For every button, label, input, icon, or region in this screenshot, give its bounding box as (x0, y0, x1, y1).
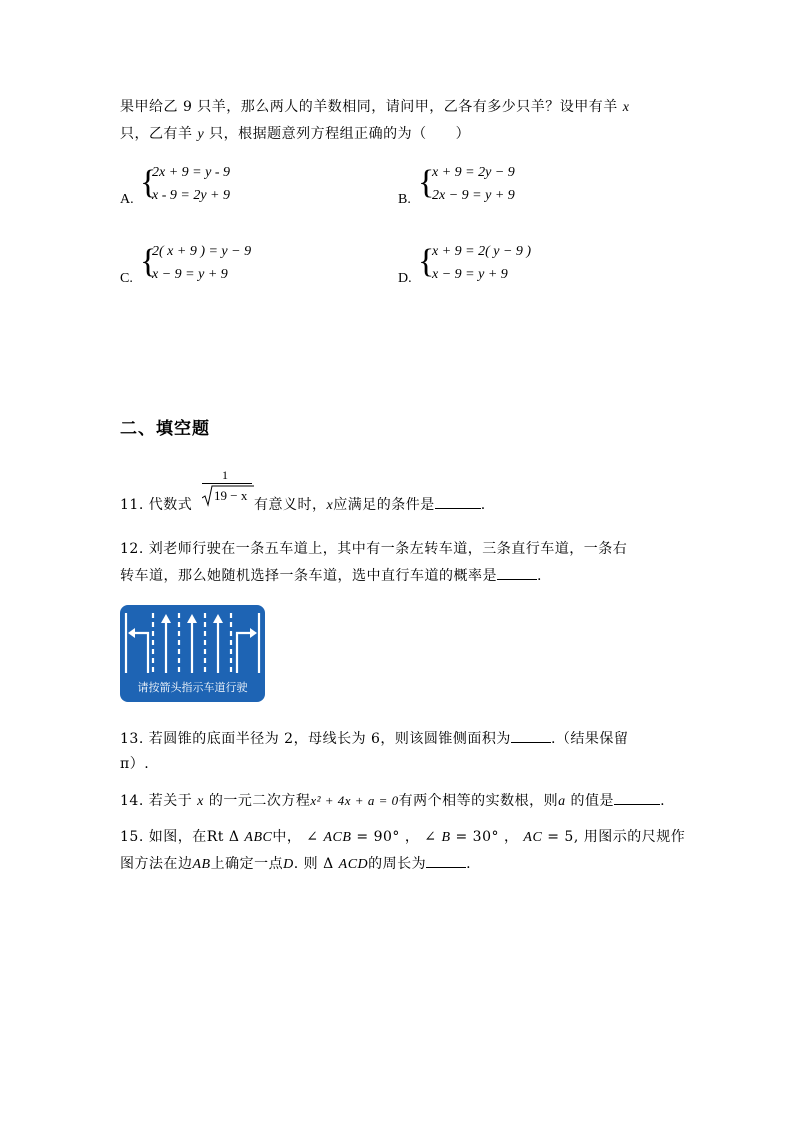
lane-sign-image (120, 605, 265, 702)
q13-line2: π）. (120, 756, 150, 772)
q14-text: 的值是 (565, 793, 615, 809)
option-d-label: D. (398, 271, 412, 286)
q15-text: = 90° ， ∠ (351, 829, 442, 845)
var-x: x (197, 794, 204, 809)
q10-line2 (120, 123, 470, 143)
q13-line1 (120, 728, 628, 748)
answer-blank[interactable] (511, 728, 551, 743)
frac-numerator: 1 (222, 468, 228, 482)
sign-caption: 请按箭头指示车道行驶 (137, 681, 248, 694)
q11-end: . (480, 497, 486, 513)
q15-line1 (120, 826, 685, 846)
q15-triangle: ABC (244, 830, 273, 845)
option-c-eq2: x − 9 = y + 9 (152, 267, 228, 282)
q15-end: . (466, 856, 472, 872)
q15-angle: ACB (323, 830, 352, 845)
q15-text: = 5 (542, 829, 574, 845)
answer-blank[interactable] (426, 853, 466, 868)
q12-line2 (120, 565, 542, 585)
option-c-label: C. (120, 271, 133, 286)
answer-blank[interactable] (435, 494, 481, 509)
brace-c: { (140, 243, 157, 280)
brace-b: { (418, 164, 435, 201)
option-a-eq2: x - 9 = 2y + 9 (152, 188, 230, 203)
var-a: a (558, 794, 566, 809)
q15-point: D (283, 857, 294, 872)
var-y: y (197, 127, 205, 142)
q15-segment: AC (523, 830, 543, 845)
q13-text: .（结果保留 (550, 731, 629, 747)
q14-text: 14. 若关于 (120, 793, 198, 809)
q14-equation: x² + 4x + a = 0 (310, 793, 399, 808)
q15-segment: AB (192, 857, 211, 872)
option-a-eq1: 2x + 9 = y - 9 (152, 165, 230, 180)
q11-text: 应满足的条件是 (333, 497, 435, 513)
q11-prefix: 11. 代数式 (120, 497, 193, 513)
q15-text: = 30° ， (450, 829, 524, 845)
q15-text: , 用图示的尺规作 (573, 829, 686, 845)
q12-text: 转车道，那么她随机选择一条车道，选中直行车道的概率是 (120, 568, 497, 584)
frac-denominator: 19 − x (214, 488, 248, 503)
var-x: x (622, 100, 630, 115)
q14-line (120, 790, 665, 810)
brace-d: { (418, 243, 435, 280)
answer-blank[interactable] (614, 790, 660, 805)
q10-text: 只，根据题意列方程组正确的为（ ） (204, 126, 471, 142)
q10-text: 果甲给乙 9 只羊，那么两人的羊数相同，请问甲，乙各有多少只羊？设甲有羊 (120, 99, 623, 115)
q11-text: 有意义时， (254, 497, 327, 513)
q15-text: 中， ∠ (272, 829, 324, 845)
q13-text: 13. 若圆锥的底面半径为 2，母线长为 6，则该圆锥侧面积为 (120, 731, 511, 747)
option-b-eq1: x + 9 = 2y − 9 (432, 165, 515, 180)
q15-triangle: ACD (338, 857, 369, 872)
q15-line2 (120, 853, 471, 873)
option-d-eq2: x − 9 = y + 9 (432, 267, 508, 282)
q10-text: 只，乙有羊 (120, 126, 198, 142)
q15-text: . 则 Δ (293, 856, 339, 872)
q10-line1 (120, 96, 629, 116)
q15-text: 图方法在边 (120, 856, 193, 872)
q14-text: 的一元二次方程 (203, 793, 311, 809)
q11-rest (254, 494, 486, 514)
answer-blank[interactable] (497, 565, 537, 580)
option-b-eq2: 2x − 9 = y + 9 (432, 188, 515, 203)
frac-bar (202, 483, 252, 484)
option-a-label: A. (120, 192, 134, 207)
section-heading: 二、填空题 (120, 419, 210, 439)
q15-angle: B (441, 830, 451, 845)
option-d-eq1: x + 9 = 2( y − 9 ) (432, 244, 532, 259)
q15-text: 的周长为 (368, 856, 427, 872)
q11-radical-fraction (202, 468, 254, 508)
brace-a: { (140, 164, 157, 201)
lane-arrows-icon (120, 605, 265, 677)
option-b-label: B. (398, 192, 411, 207)
var-x: x (326, 498, 334, 513)
q15-text: 上确定一点 (210, 856, 284, 872)
q12-line1: 12. 刘老师行驶在一条五车道上，其中有一条左转车道，三条直行车道，一条右 (120, 541, 628, 557)
q14-text: 有两个相等的实数根，则 (398, 793, 559, 809)
q14-end: . (660, 793, 666, 809)
q15-text: 15. 如图，在Rt Δ (120, 829, 245, 845)
option-c-eq1: 2( x + 9 ) = y − 9 (152, 244, 252, 259)
q12-end: . (537, 568, 542, 584)
